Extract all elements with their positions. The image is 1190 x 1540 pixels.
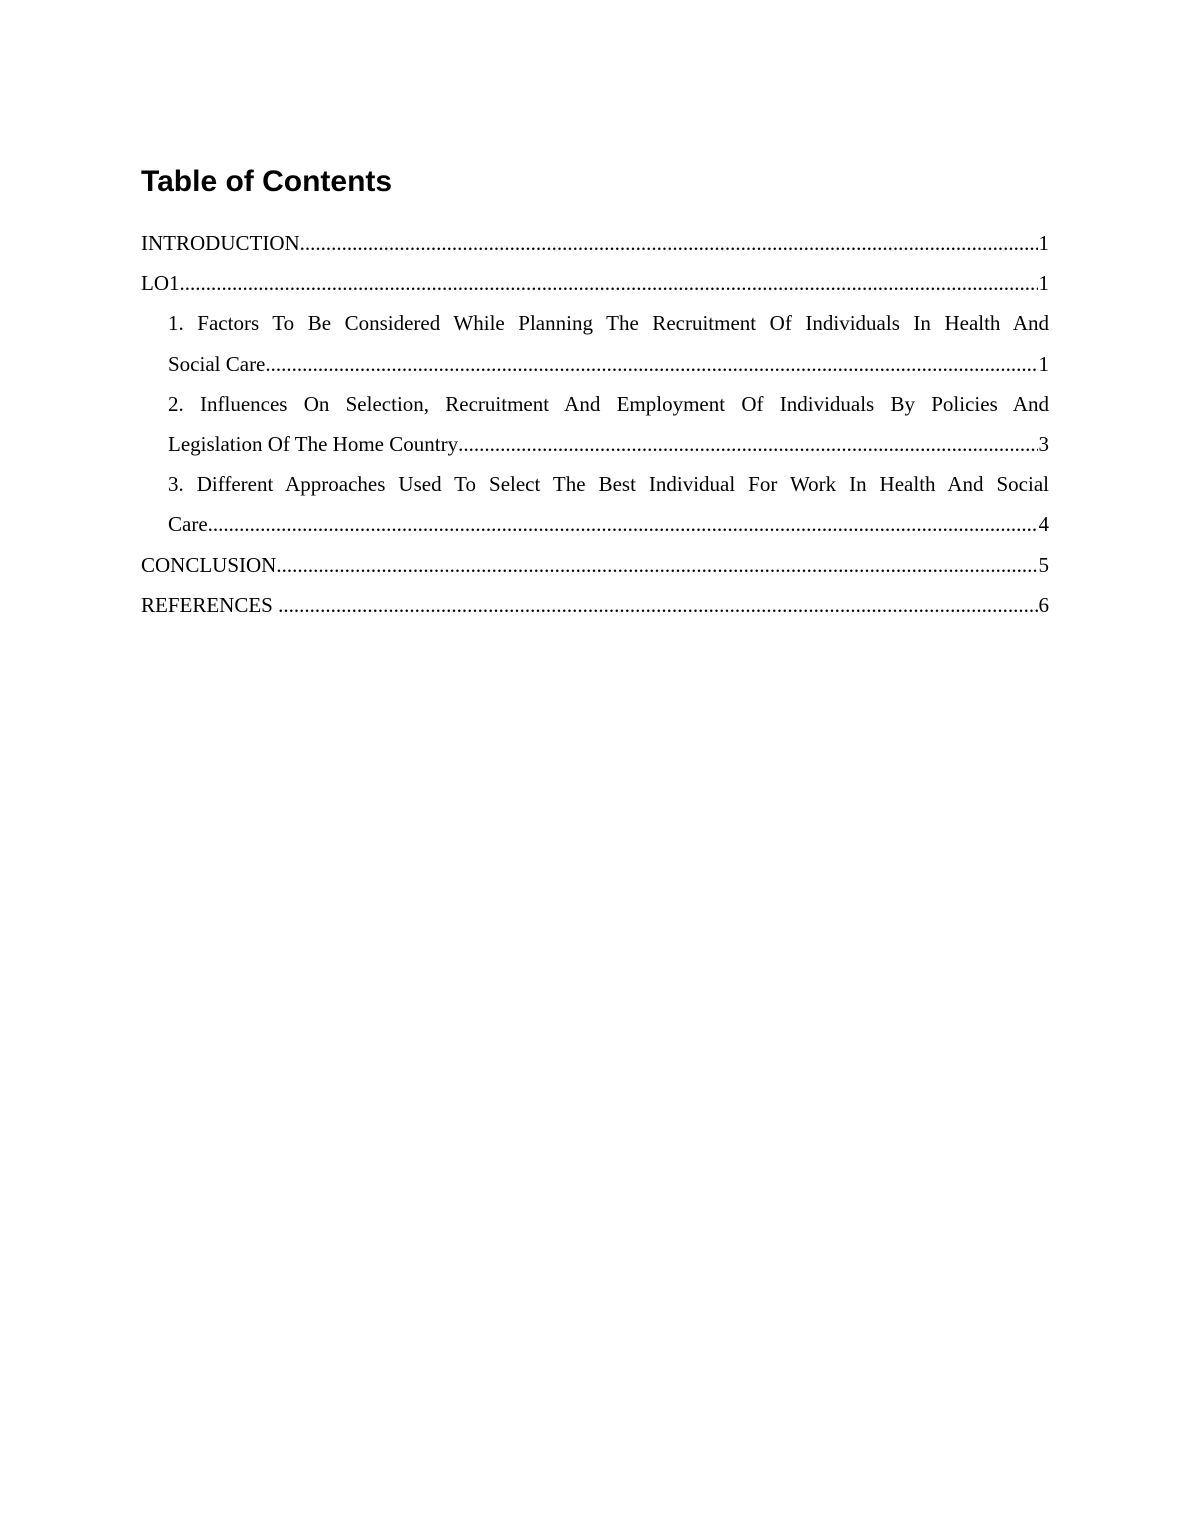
toc-page-number: 5 [1038, 552, 1049, 577]
toc-entry-conclusion[interactable] [141, 545, 1049, 585]
toc-entry-introduction[interactable] [141, 223, 1049, 263]
toc-entry-references[interactable] [141, 585, 1049, 625]
dot-leader [276, 545, 1037, 585]
toc-page-number: 1 [1038, 231, 1049, 255]
dot-leader [300, 223, 1038, 263]
toc-entry-title: REFERENCES [141, 592, 279, 617]
toc-page-number: 4 [1038, 512, 1049, 537]
toc-entry-title: Legislation Of The Home Country [168, 432, 459, 457]
toc-heading: Table of Contents [141, 165, 393, 198]
dot-leader [278, 585, 1037, 625]
toc-entry-title: INTRODUCTION [141, 231, 300, 255]
toc-entry-influences-policies[interactable] [141, 384, 1049, 464]
dot-leader [265, 344, 1037, 384]
toc-entry-title: LO1 [141, 271, 180, 296]
toc-entry-title-line: 2. Influences On Selection, Recruitment And Employment Of Individuals By Policies And [168, 391, 1049, 416]
toc-page-number: 1 [1038, 351, 1049, 376]
dot-leader [208, 504, 1038, 544]
toc-entry-title: Social Care [168, 351, 266, 376]
toc-list [141, 223, 1049, 625]
toc-page-number: 1 [1038, 271, 1049, 296]
toc-entry-lo1[interactable] [141, 263, 1049, 303]
dot-leader [458, 424, 1037, 464]
toc-entry-title-line: 3. Different Approaches Used To Select The Best Individual For Work In Health And Social [168, 472, 1049, 497]
toc-entry-factors-recruitment[interactable] [141, 303, 1049, 383]
toc-entry-title: Care [168, 512, 208, 537]
toc-entry-title-line: 1. Factors To Be Considered While Planning The Recruitment Of Individuals In Health And [168, 311, 1049, 336]
dot-leader [180, 263, 1038, 303]
toc-entry-selection-approaches[interactable] [141, 464, 1049, 544]
toc-page-number: 6 [1038, 592, 1049, 617]
toc-page-number: 3 [1038, 432, 1049, 457]
toc-entry-title: CONCLUSION [141, 552, 277, 577]
